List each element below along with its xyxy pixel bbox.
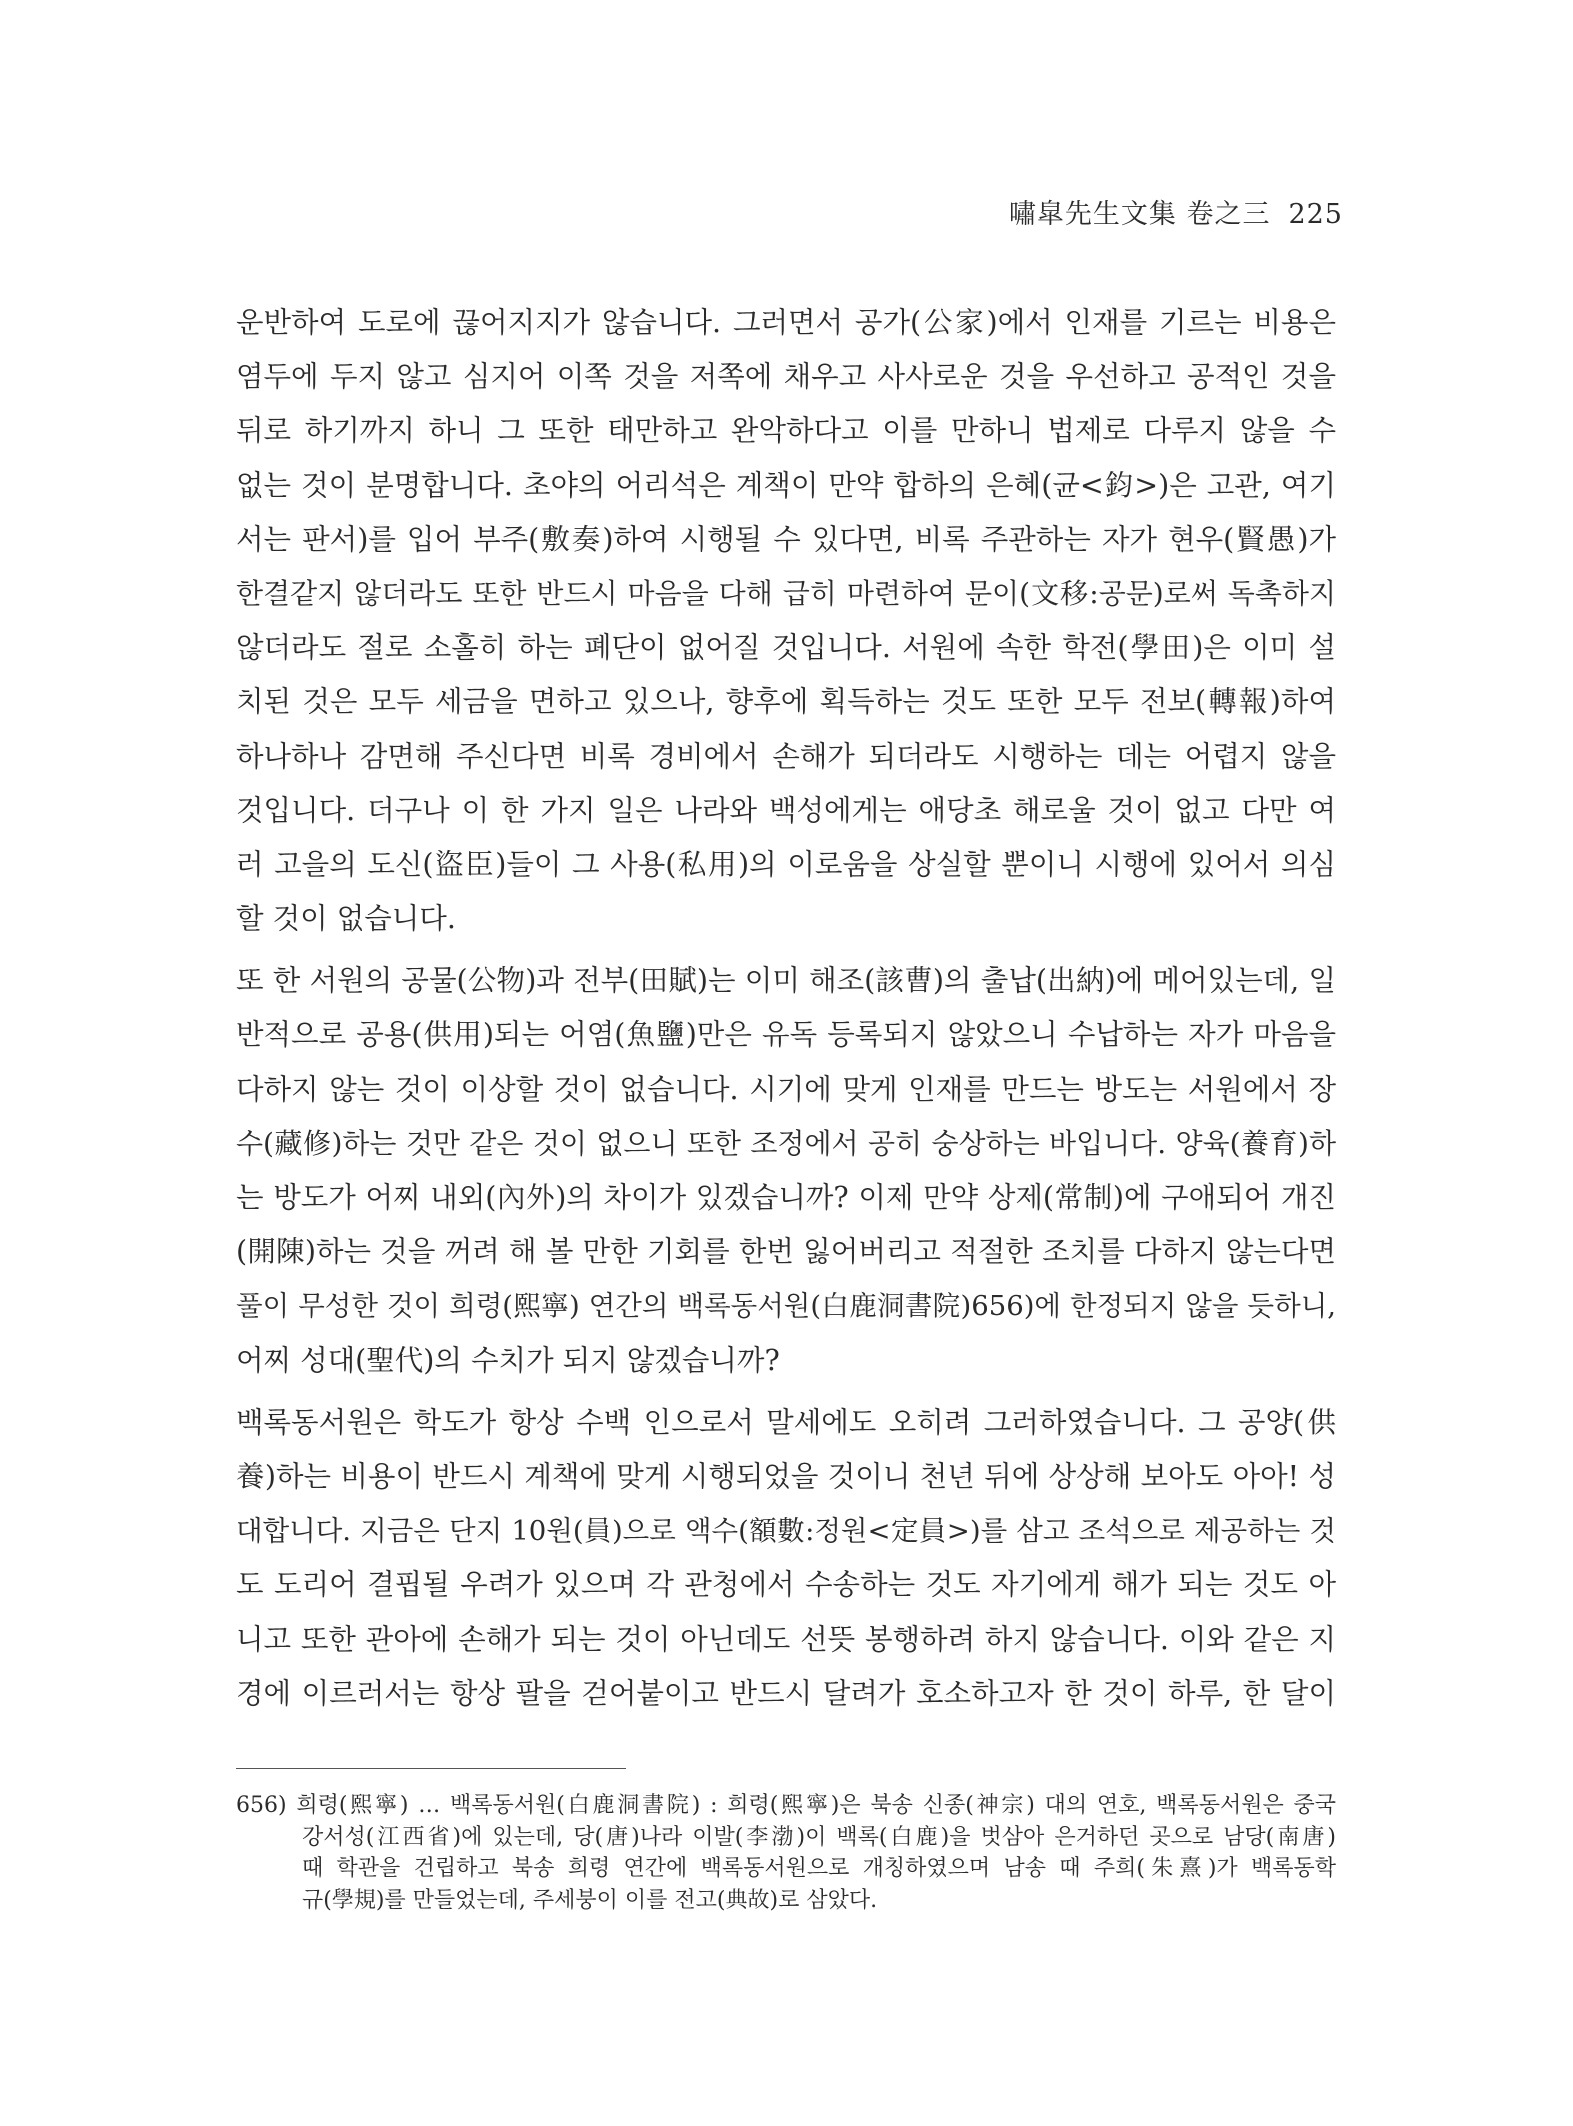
footnote-line: 656) 희령(熙寧) … 백록동서원(白鹿洞書院) : 희령(熙寧)은 북송 신종(神宗) 대의 연호, 백록동서원은 중국 [236, 1793, 1336, 1818]
text-line: 않더라도 절로 소홀히 하는 폐단이 없어질 것입니다. 서원에 속한 학전(學田)은 이미 설 [236, 631, 1336, 665]
footnote-line: 강서성(江西省)에 있는데, 당(唐)나라 이발(李渤)이 백록(白鹿)을 벗삼아 은거하던 곳으로 남당(南唐) [302, 1824, 1336, 1850]
running-header [1009, 192, 1343, 231]
text-line: 도 도리어 결핍될 우려가 있으며 각 관청에서 수송하는 것도 자기에게 해가 되는 것도 아 [236, 1568, 1337, 1602]
text-line: 다하지 않는 것이 이상할 것이 없습니다. 시기에 맞게 인재를 만드는 방도는 서원에서 장 [236, 1072, 1336, 1106]
text-line: 운반하여 도로에 끊어지지가 않습니다. 그러면서 공가(公家)에서 인재를 기르는 비용은 [236, 306, 1336, 339]
text-line: 대합니다. 지금은 단지 10원(員)으로 액수(額數:정원<定員>)를 삼고 조석으로 제공하는 것 [236, 1515, 1336, 1548]
text-line: 할 것이 없습니다. [236, 902, 456, 936]
text-line: 어찌 성대(聖代)의 수치가 되지 않겠습니까? [236, 1343, 780, 1377]
footnote-line: 규(學規)를 만들었는데, 주세붕이 이를 전고(典故)로 삼았다. [302, 1887, 878, 1913]
text-line: 반적으로 공용(供用)되는 어염(魚鹽)만은 유독 등록되지 않았으니 수납하는 자가 마음을 [236, 1018, 1336, 1052]
text-line: 하나하나 감면해 주신다면 비록 경비에서 손해가 되더라도 시행하는 데는 어렵지 않을 [236, 739, 1336, 773]
footnote [236, 1790, 1336, 1916]
text-line: 養)하는 비용이 반드시 계책에 맞게 시행되었을 것이니 천년 뒤에 상상해 보아도 아아! 성 [236, 1459, 1336, 1493]
book-title: 嘯皐先生文集 卷之三 [1008, 199, 1271, 230]
text-line: 서는 판서)를 입어 부주(敷奏)하여 시행될 수 있다면, 비록 주관하는 자가 현우(賢愚)가 [236, 522, 1336, 556]
body-text [236, 296, 1336, 1721]
text-line: 없는 것이 분명합니다. 초야의 어리석은 계책이 만약 합하의 은혜(균<鈞>)은 고관, 여기 [236, 468, 1336, 502]
text-line: 니고 또한 관아에 손해가 되는 것이 아닌데도 선뜻 봉행하려 하지 않습니다. 이와 같은 지 [236, 1622, 1336, 1656]
text-line: 경에 이르러서는 항상 팔을 걷어붙이고 반드시 달려가 호소하고자 한 것이 하루, 한 달이 [236, 1676, 1336, 1710]
text-line: 러 고을의 도신(盜臣)들이 그 사용(私用)의 이로움을 상실할 뿐이니 시행에 있어서 의심 [236, 847, 1336, 881]
text-line: 백록동서원은 학도가 항상 수백 인으로서 말세에도 오히려 그러하였습니다. 그 공양(供 [236, 1405, 1336, 1439]
text-line: 풀이 무성한 것이 희령(熙寧) 연간의 백록동서원(白鹿洞書院)656)에 한정되지 않을 듯하니, [236, 1290, 1336, 1323]
text-line: 것입니다. 더구나 이 한 가지 일은 나라와 백성에게는 애당초 해로울 것이 없고 다만 여 [236, 793, 1336, 827]
text-line: 염두에 두지 않고 심지어 이쪽 것을 저쪽에 채우고 사사로운 것을 우선하고 공적인 것을 [236, 360, 1336, 394]
text-line: 치된 것은 모두 세금을 면하고 있으나, 향후에 획득하는 것도 또한 모두 전보(轉報)하여 [236, 685, 1336, 719]
text-line: 수(藏修)하는 것만 같은 것이 없으니 또한 조정에서 공히 숭상하는 바입니다. 양육(養育)하 [236, 1126, 1336, 1160]
text-line: 한결같지 않더라도 또한 반드시 마음을 다해 급히 마련하여 문이(文移:공문)로써 독촉하지 [236, 576, 1336, 610]
footnote-line: 때 학관을 건립하고 북송 희령 연간에 백록동서원으로 개칭하였으며 남송 때 주희(朱熹)가 백록동학 [302, 1856, 1336, 1881]
page-number: 225 [1288, 199, 1343, 230]
footnote-divider [236, 1768, 626, 1769]
text-line: (開陳)하는 것을 꺼려 해 볼 만한 기회를 한번 잃어버리고 적절한 조치를 다하지 않는다면 [236, 1235, 1336, 1269]
text-line: 는 방도가 어찌 내외(內外)의 차이가 있겠습니까? 이제 만약 상제(常制)에 구애되어 개진 [236, 1181, 1336, 1214]
text-line: 또 한 서원의 공물(公物)과 전부(田賦)는 이미 해조(該曹)의 출납(出納)에 메어있는데, 일 [236, 964, 1336, 998]
text-line: 뒤로 하기까지 하니 그 또한 태만하고 완악하다고 이를 만하니 법제로 다루지 않을 수 [236, 414, 1336, 448]
